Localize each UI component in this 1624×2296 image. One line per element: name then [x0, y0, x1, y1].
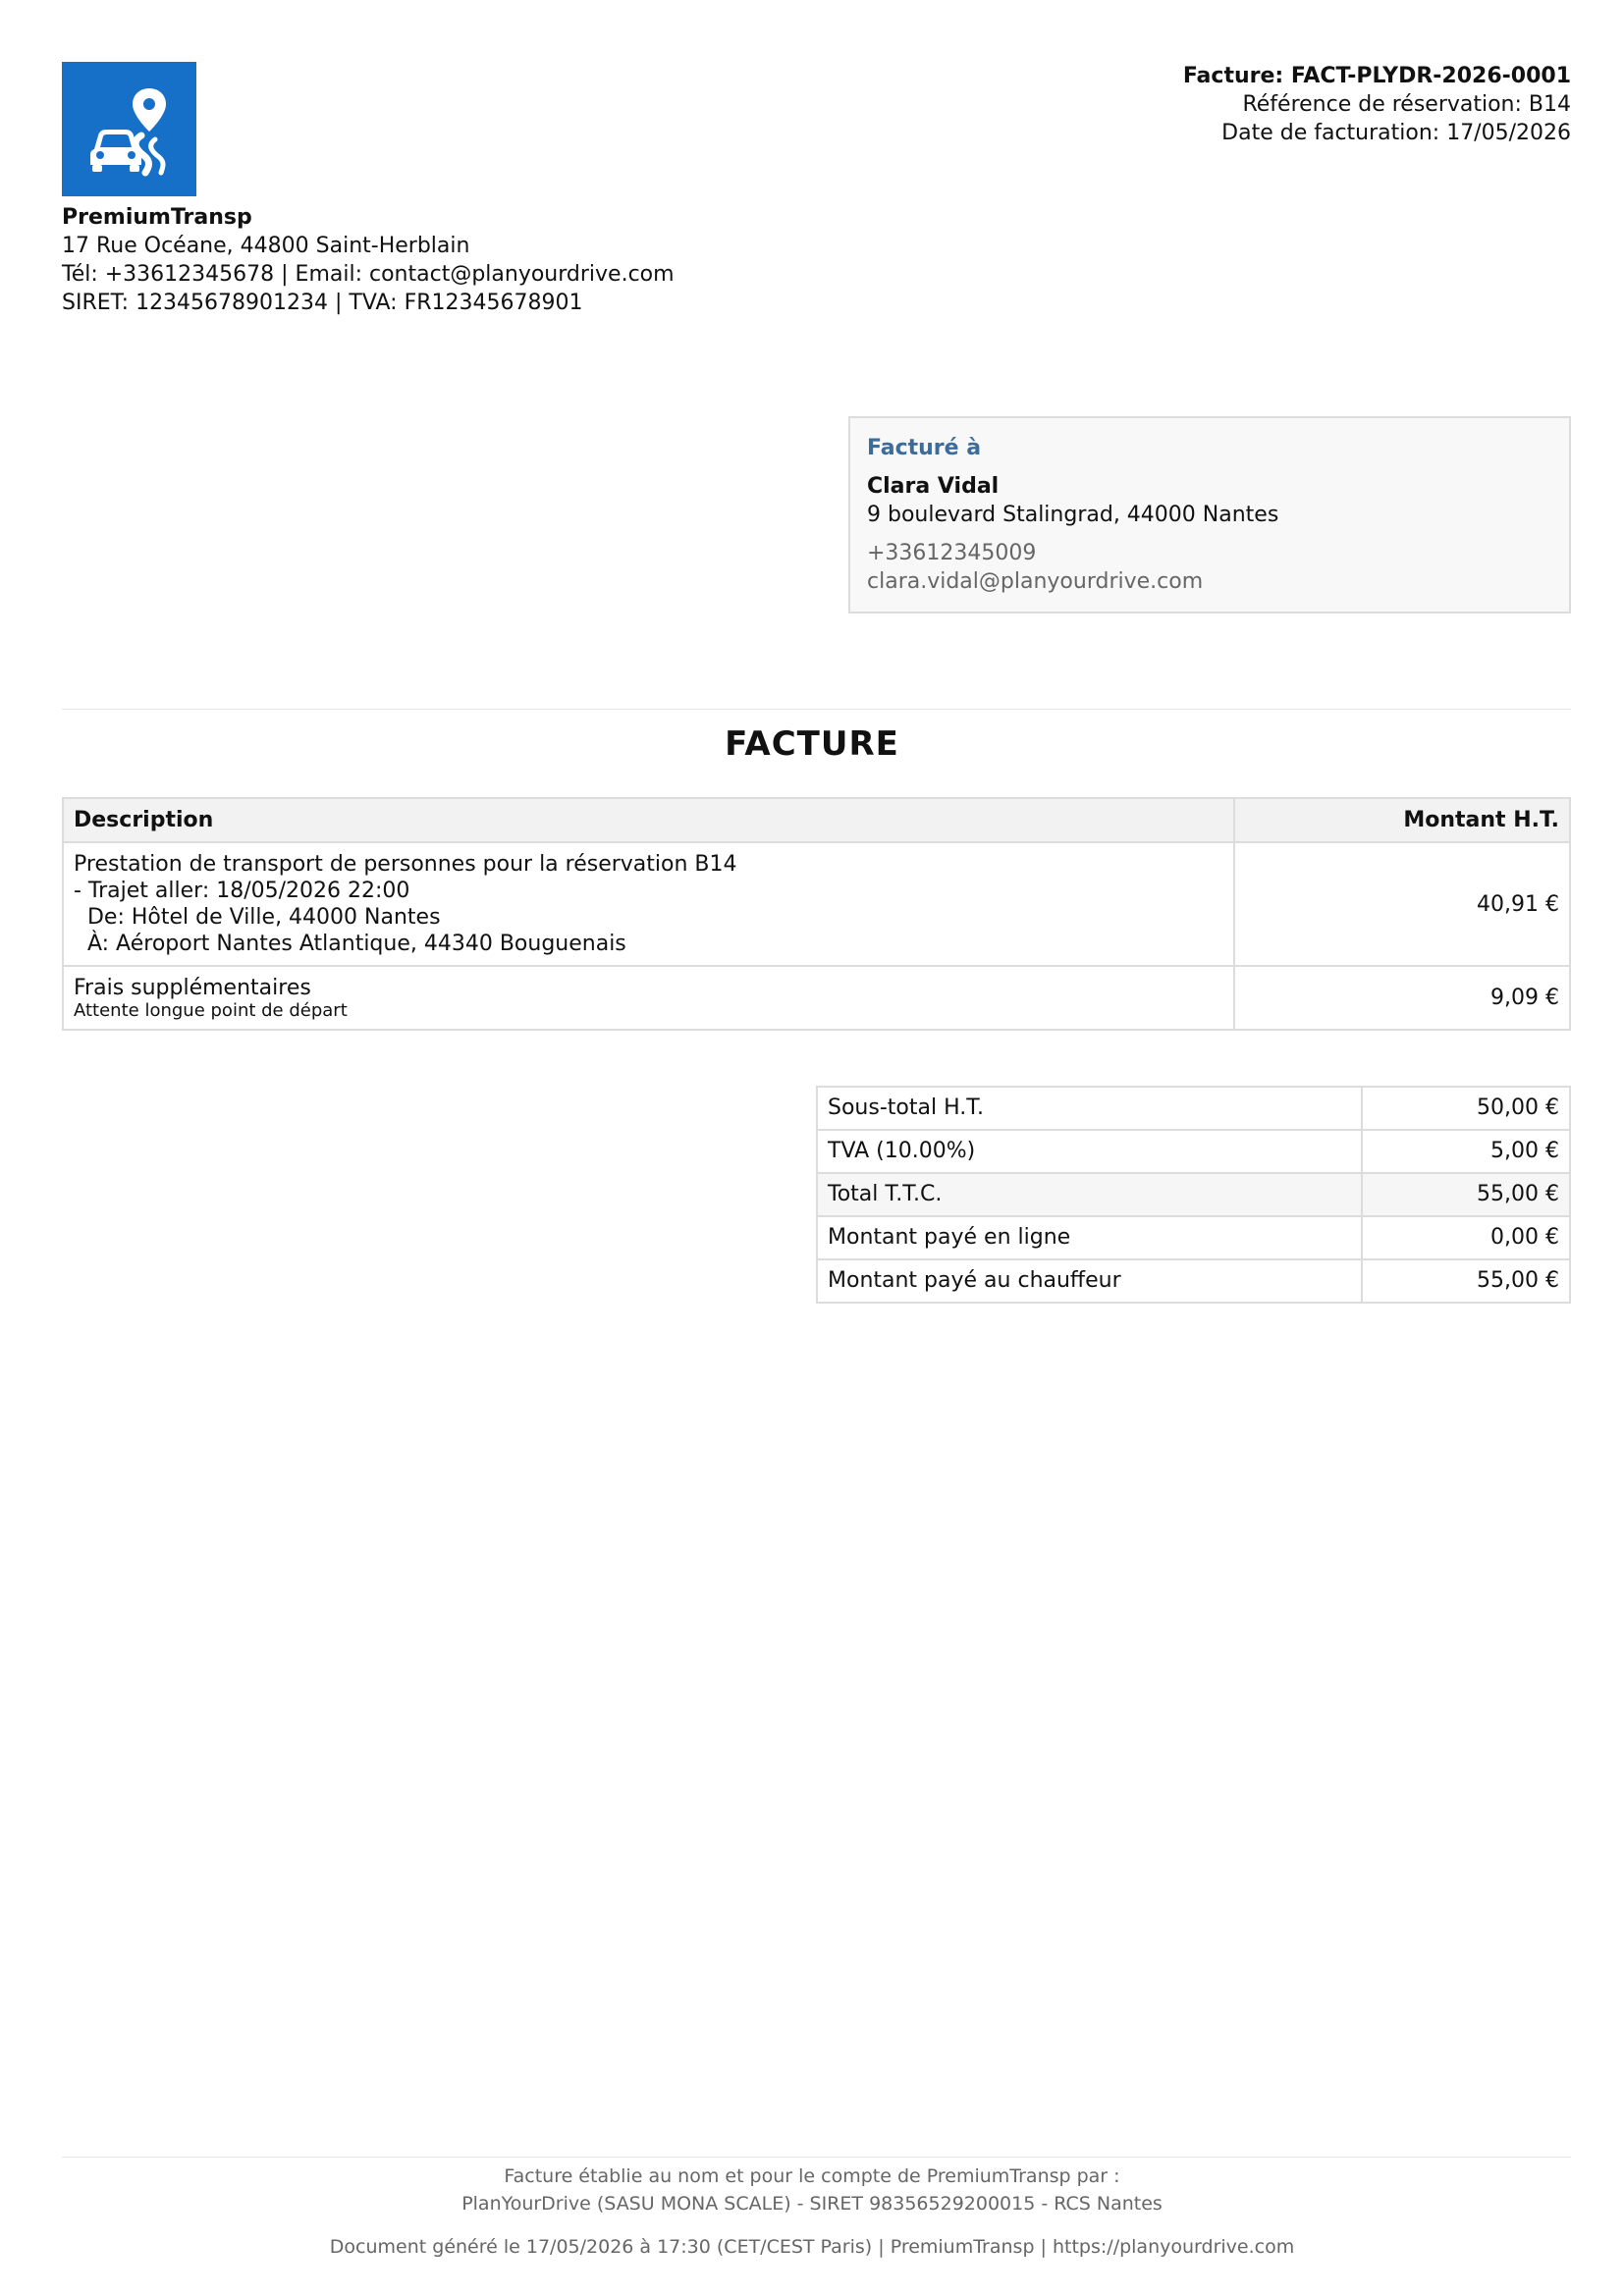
- item-amount: 40,91 €: [1234, 842, 1570, 966]
- amount-header: Montant H.T.: [1234, 798, 1570, 842]
- totals-label: TVA (10.00%): [817, 1130, 1362, 1173]
- footer: [0, 2163, 1624, 2261]
- footer-generated: Document généré le 17/05/2026 à 17:30 (CET/CEST Paris) | PremiumTransp | https://planyourdrive.com: [329, 2236, 1295, 2258]
- item-detail: Attente longue point de départ: [74, 1000, 348, 1021]
- client-address: 9 boulevard Stalingrad, 44000 Nantes: [867, 503, 1279, 527]
- totals-table: [816, 1086, 1571, 1304]
- invoice-meta: [1183, 62, 1571, 147]
- company-address: 17 Rue Océane, 44800 Saint-Herblain: [62, 234, 470, 258]
- item-line: Prestation de transport de personnes pour la réservation B14: [74, 852, 737, 877]
- client-phone: +33612345009: [867, 541, 1037, 565]
- footer-divider: [62, 2157, 1571, 2158]
- car-route-pin-icon: [81, 80, 179, 179]
- totals-row: [817, 1216, 1570, 1259]
- company-info: [62, 203, 675, 317]
- header-divider: [62, 709, 1571, 710]
- totals-label: Total T.T.C.: [817, 1173, 1362, 1216]
- client-name: Clara Vidal: [867, 474, 1000, 499]
- document-title: FACTURE: [725, 724, 899, 764]
- table-row: [63, 966, 1570, 1030]
- item-description: [63, 842, 1234, 966]
- company-logo: [62, 62, 196, 196]
- totals-row: [817, 1087, 1570, 1130]
- invoice-number: Facture: FACT-PLYDR-2026-0001: [1182, 64, 1571, 88]
- totals-label: Sous-total H.T.: [817, 1087, 1362, 1130]
- totals-value: 5,00 €: [1362, 1130, 1570, 1173]
- bill-to-box: [848, 416, 1571, 614]
- items-header-row: [63, 798, 1570, 842]
- totals-row: [817, 1173, 1570, 1216]
- footer-issuer: PlanYourDrive (SASU MONA SCALE) - SIRET 98356529200015 - RCS Nantes: [461, 2193, 1163, 2215]
- item-amount: 9,09 €: [1234, 966, 1570, 1030]
- totals-value: 55,00 €: [1362, 1173, 1570, 1216]
- company-contact: Tél: +33612345678 | Email: contact@planyourdrive.com: [62, 262, 675, 287]
- totals-value: 55,00 €: [1362, 1259, 1570, 1303]
- client-email: clara.vidal@planyourdrive.com: [867, 569, 1204, 594]
- item-line: - Trajet aller: 18/05/2026 22:00: [74, 879, 410, 903]
- item-line: De: Hôtel de Ville, 44000 Nantes: [74, 905, 441, 930]
- items-table: [62, 797, 1571, 1031]
- company-legal: SIRET: 12345678901234 | TVA: FR12345678901: [62, 291, 583, 315]
- totals-row: [817, 1130, 1570, 1173]
- totals-label: Montant payé au chauffeur: [817, 1259, 1362, 1303]
- invoice-date: Date de facturation: 17/05/2026: [1221, 121, 1571, 145]
- totals-value: 50,00 €: [1362, 1087, 1570, 1130]
- totals-row: [817, 1259, 1570, 1303]
- totals-label: Montant payé en ligne: [817, 1216, 1362, 1259]
- bill-to-title: Facturé à: [867, 436, 982, 460]
- table-row: [63, 842, 1570, 966]
- reservation-reference: Référence de réservation: B14: [1242, 92, 1571, 117]
- totals-value: 0,00 €: [1362, 1216, 1570, 1259]
- footer-mandate: Facture établie au nom et pour le compte de PremiumTransp par :: [504, 2165, 1120, 2187]
- description-header: Description: [63, 798, 1234, 842]
- item-description: [63, 966, 1234, 1030]
- item-title: Frais supplémentaires: [74, 976, 311, 1000]
- item-line: À: Aéroport Nantes Atlantique, 44340 Bouguenais: [74, 932, 626, 956]
- company-name: PremiumTransp: [62, 205, 252, 230]
